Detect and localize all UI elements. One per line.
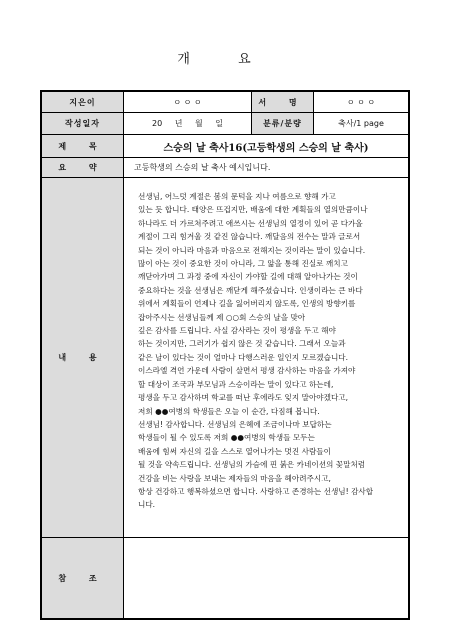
row-date [42, 113, 408, 135]
subject-value: 스승의 날 축사16(고등학생의 스승의 날 축사) [163, 142, 369, 154]
date-value: 20 년 월 일 [124, 113, 252, 134]
summary-form-table [40, 90, 410, 620]
author-value: ㅇ ㅇ ㅇ [124, 92, 252, 112]
row-content [42, 178, 408, 538]
row-author [42, 92, 408, 113]
reference-label: 참 조 [42, 538, 124, 618]
row-subject [42, 135, 408, 158]
summary-value: 고등학생의 스승의 날 축사 예시입니다. [134, 163, 271, 172]
content-cell [124, 178, 408, 537]
category-value: 축사/1 page [338, 119, 384, 128]
category-label: 분류/분량 [252, 113, 314, 134]
signature-label: 서 명 [252, 92, 314, 112]
author-label: 지은이 [42, 92, 124, 112]
content-text: 선생님, 어느덧 계절은 봄의 문턱을 지나 여름으로 향해 가고 있는 듯 합니다. 태양은 뜨겁지만, 배움에 대한 계획들의 열의만큼이나 하나라도 더 가르쳐주려고 애쓰시는 선생님의 열정이 있어 곧 다가올 계절이 그리 힘겨울 것 같진 않습니다. 깨달음의 전수는 말과 글로서 되는 것이 아니라 마음과 마음으로 전해지는 것이라는 말이 있습니다. 많이 아는 것이 중요한 것이 아니라, 그 앎을 통해 진실로 깨치고 깨닫아가며 그 과정 중에 자신이 가야할 길에 대해 알아나가는 것이 중요하다는 것을 선생님은 깨닫게 해주셨습니다. 인생이라는 큰 바다 위에서 계획들이 언제나 길을 잃어버리지 않도록, 인생의 방향키를 잡아주시는 선생님들께 제 ○○회 스승의 날을 맞아 깊은 감사를 드립니다. 사실 감사라는 것이 평생을 두고 해야 하는 것이지만, 그러기가 쉽지 않은 것 같습니다. 그래서 오늘과 같은 날이 있다는 것이 얼마나 다행스러운 일인지 모르겠습니다. 이스라엘 격언 가운데 사람이 살면서 평생 감사하는 마음을 가져야 할 대상이 조국과 부모님과 스승이라는 말이 있다고 하는데, 평생을 두고 감사하며 학교를 떠난 후에라도 잊지 말아야겠다고, 저희 ●●여병의 학생들은 오늘 이 순간, 다짐해 봅니다. 선생님! 감사합니다. 선생님의 은혜에 조금이나마 보답하는 학생들이 될 수 있도록 저희 ●●여병의 학생들 모두는 배움에 힘써 자신의 길을 스스로 열어나가는 멋진 사람들이 될 것을 약속드립니다. 선생님의 가슴에 핀 붉은 카네이션의 꽃말처럼 건강을 비는 사랑을 보내는 제자들의 마음을 헤아려주시고, 항상 건강하고 행복하셨으면 합니다. 사랑하고 존경하는 선생님! 감사합 니다. [138, 192, 374, 510]
date-label: 작성일자 [42, 113, 124, 134]
page-title: 개 요 [177, 52, 273, 67]
row-summary [42, 158, 408, 178]
signature-value: ㅇ ㅇ ㅇ [346, 97, 376, 107]
summary-label: 요 약 [42, 158, 124, 177]
content-label: 내 용 [42, 178, 124, 537]
subject-label: 제 목 [42, 135, 124, 157]
reference-value [124, 538, 408, 618]
row-reference [42, 538, 408, 618]
